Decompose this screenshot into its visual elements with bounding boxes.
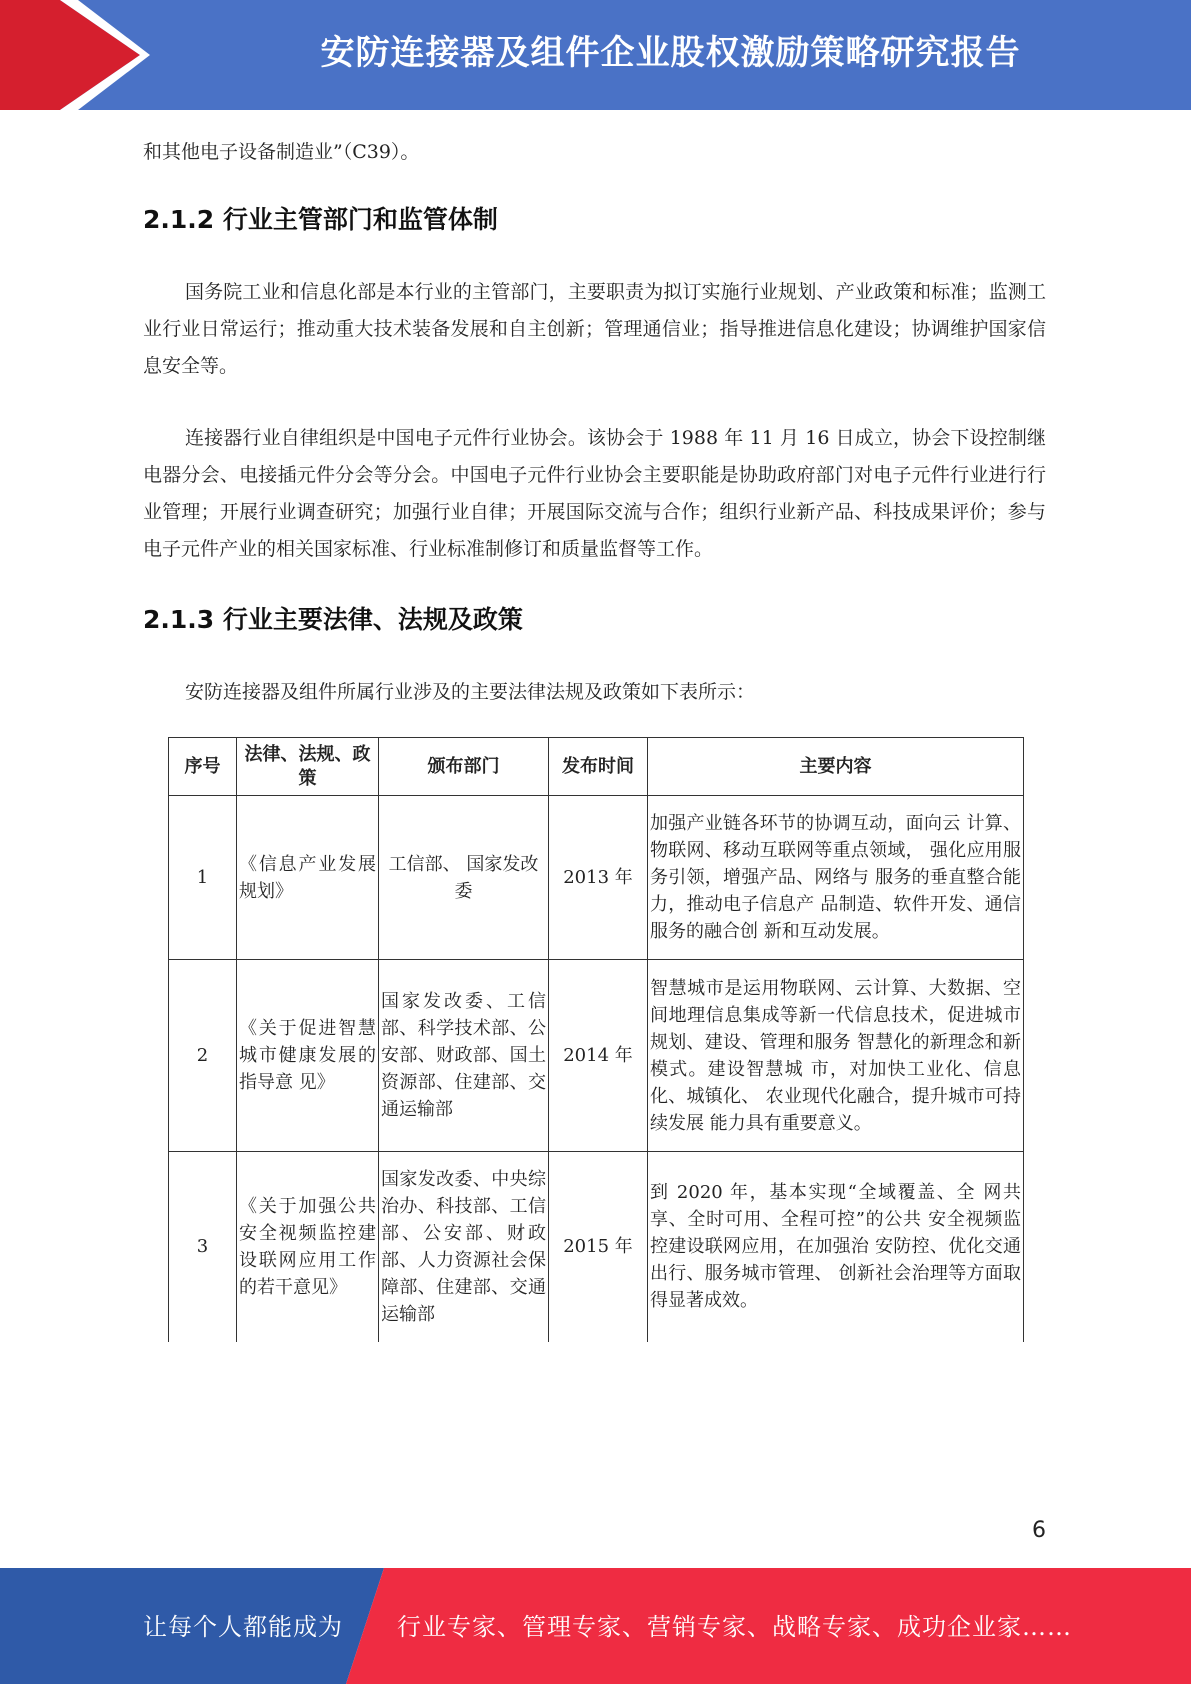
header-content: 主要内容 [648, 738, 1024, 796]
page-number: 6 [1032, 1518, 1046, 1543]
header-dept: 颁布部门 [379, 738, 549, 796]
section-heading-2-1-3: 2.1.3 行业主要法律、法规及政策 [143, 605, 523, 634]
table-row [169, 796, 1024, 960]
table-intro-text: 安防连接器及组件所属行业涉及的主要法律法规及政策如下表所示： [185, 681, 756, 703]
issuing-department: 工信部、 国家发改委 [379, 796, 549, 960]
law-name: 《关于加强公共安全视频监控建设联网应用工作的若干意见》 [237, 1152, 379, 1342]
law-name: 《关于促进智慧城市健康发展的指导意 见》 [237, 960, 379, 1152]
row-number: 2 [169, 960, 237, 1152]
header-law: 法律、法规、政策 [237, 738, 379, 796]
page-footer [0, 1568, 1191, 1684]
report-title: 安防连接器及组件企业股权激励策略研究报告 [320, 33, 1021, 73]
main-content: 到 2020 年，基本实现“全域覆盖、全 网共享、全时可用、全程可控”的公共 安全视频监控建设联网应用，在加强治 安防控、优化交通出行、服务城市管理、 创新社会治理等方面取得显著成效。 [648, 1152, 1024, 1342]
header-no: 序号 [169, 738, 237, 796]
laws-policies-table [168, 737, 1024, 1342]
footer-slogan-right: 行业专家、管理专家、营销专家、战略专家、成功企业家…… [397, 1613, 1072, 1641]
table-row [169, 960, 1024, 1152]
issuing-department: 国家发改委、工信部、科学技术部、公安部、财政部、国土资源部、住建部、交通运输部 [379, 960, 549, 1152]
row-number: 1 [169, 796, 237, 960]
page-header [0, 0, 1191, 110]
table-header-row [169, 738, 1024, 796]
header-red-arrow-decoration [0, 0, 160, 110]
row-number: 3 [169, 1152, 237, 1342]
law-name: 《信息产业发展规划》 [237, 796, 379, 960]
paragraph-regulator: 国务院工业和信息化部是本行业的主管部门，主要职责为拟订实施行业规划、产业政策和标准；监测工业行业日常运行；推动重大技术装备发展和自主创新；管理通信业；指导推进信息化建设；协调维护国家信息安全等。 [143, 281, 1046, 377]
continuation-text: 和其他电子设备制造业”（C39）。 [143, 141, 420, 163]
paragraph-association: 连接器行业自律组织是中国电子元件行业协会。该协会于 1988 年 11 月 16 日成立，协会下设控制继电器分会、电接插元件分会等分会。中国电子元件行业协会主要职能是协助政府部门对电子元件行业进行行业管理；开展行业调查研究；加强行业自律；开展国际交流与合作；组织行业新产品、科技成果评价；参与电子元件产业的相关国家标准、行业标准制修订和质量监督等工作。 [143, 427, 1046, 560]
main-content: 智慧城市是运用物联网、云计算、大数据、空间地理信息集成等新一代信息技术，促进城市规划、建设、管理和服务 智慧化的新理念和新模式。建设智慧城 市，对加快工业化、信息化、城镇化、 农业现代化融合，提升城市可持续发展 能力具有重要意义。 [648, 960, 1024, 1152]
main-content: 加强产业链各环节的协调互动，面向云 计算、物联网、移动互联网等重点领域， 强化应用服务引领，增强产品、网络与 服务的垂直整合能力，推动电子信息产 品制造、软件开发、通信服务的融合创 新和互动发展。 [648, 796, 1024, 960]
issue-date: 2013 年 [549, 796, 648, 960]
section-heading-2-1-2: 2.1.2 行业主管部门和监管体制 [143, 205, 498, 234]
issuing-department: 国家发改委、中央综治办、科技部、工信部、公安部、财政部、人力资源社会保障部、住建部、交通运输部 [379, 1152, 549, 1342]
table-row [169, 1152, 1024, 1342]
header-date: 发布时间 [549, 738, 648, 796]
issue-date: 2015 年 [549, 1152, 648, 1342]
issue-date: 2014 年 [549, 960, 648, 1152]
footer-slogan-left: 让每个人都能成为 [143, 1613, 343, 1641]
